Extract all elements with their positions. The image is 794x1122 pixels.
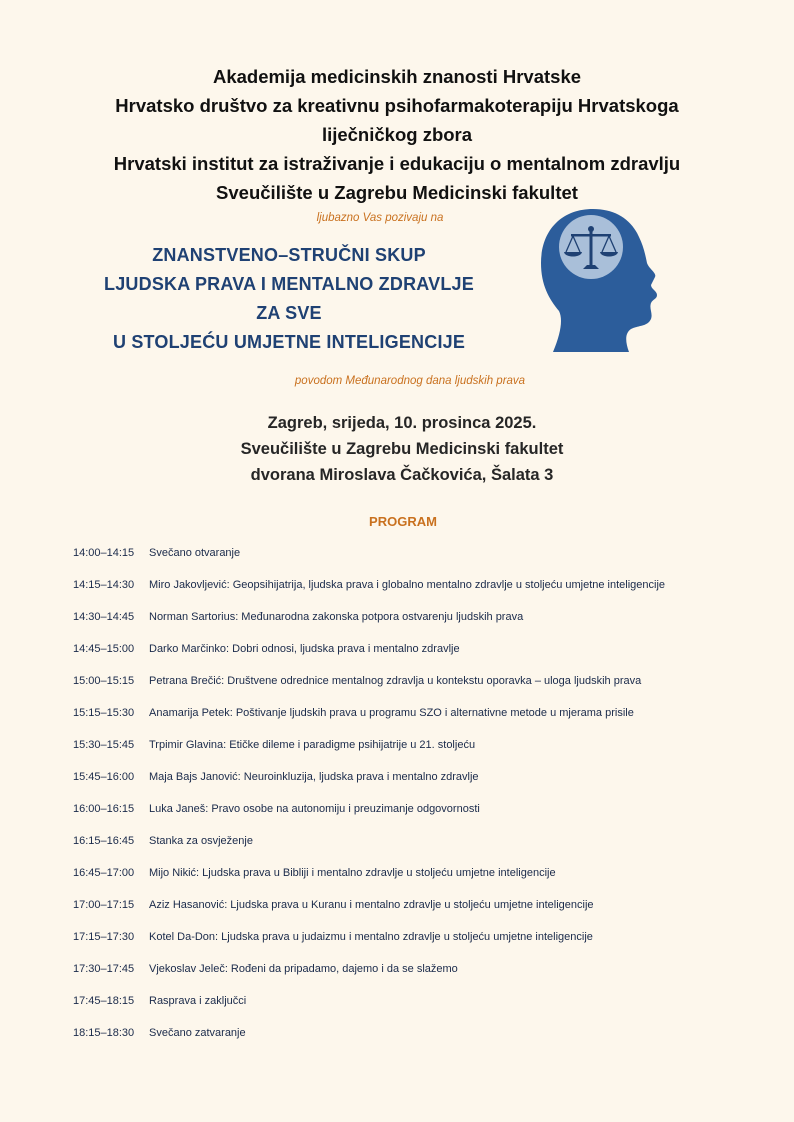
title-line: ZNANSTVENO–STRUČNI SKUP bbox=[152, 245, 426, 265]
program-text: Luka Janeš: Pravo osobe na autonomiju i preuzimanje odgovornosti bbox=[149, 803, 480, 815]
program-text: Rasprava i zaključci bbox=[149, 995, 247, 1007]
head-with-scales-icon bbox=[533, 207, 659, 352]
program-time: 17:30–17:45 bbox=[73, 963, 135, 975]
organizers-block bbox=[40, 62, 754, 207]
program-item bbox=[73, 577, 721, 593]
program-item bbox=[73, 865, 721, 881]
program-item bbox=[73, 993, 721, 1009]
program-item bbox=[73, 545, 721, 561]
program-list bbox=[73, 545, 721, 1057]
program-time: 17:45–18:15 bbox=[73, 995, 135, 1007]
program-time: 15:45–16:00 bbox=[73, 771, 135, 783]
program-text: Stanka za osvježenje bbox=[149, 835, 253, 847]
program-text: Svečano zatvaranje bbox=[149, 1027, 246, 1039]
program-time: 16:45–17:00 bbox=[73, 867, 135, 879]
program-text: Trpimir Glavina: Etičke dileme i paradigme psihijatrije u 21. stoljeću bbox=[149, 739, 476, 751]
program-text: Petrana Brečić: Društvene odrednice mentalnog zdravlja u kontekstu oporavka – uloga ljudskih prava bbox=[149, 675, 642, 687]
program-time: 15:15–15:30 bbox=[73, 707, 135, 719]
program-time: 18:15–18:30 bbox=[73, 1027, 135, 1039]
program-item bbox=[73, 769, 721, 785]
program-item bbox=[73, 609, 721, 625]
program-item bbox=[73, 961, 721, 977]
program-item bbox=[73, 737, 721, 753]
program-item bbox=[73, 833, 721, 849]
invitation-text: ljubazno Vas pozivaju na bbox=[316, 212, 444, 224]
occasion-text: povodom Međunarodnog dana ljudskih prava bbox=[294, 375, 526, 387]
program-text: Kotel Da-Don: Ljudska prava u judaizmu i mentalno zdravlje u stoljeću umjetne inteligencije bbox=[149, 931, 593, 943]
program-time: 17:15–17:30 bbox=[73, 931, 135, 943]
program-item bbox=[73, 897, 721, 913]
program-text: Vjekoslav Jeleč: Rođeni da pripadamo, dajemo i da se slažemo bbox=[149, 963, 458, 975]
program-text: Maja Bajs Janović: Neuroinkluzija, ljudska prava i mentalno zdravlje bbox=[149, 771, 479, 783]
program-time: 14:15–14:30 bbox=[73, 579, 135, 591]
program-text: Norman Sartorius: Međunarodna zakonska potpora ostvarenju ljudskih prava bbox=[149, 611, 524, 623]
program-time: 16:00–16:15 bbox=[73, 803, 135, 815]
program-text: Miro Jakovljević: Geopsihijatrija, ljudska prava i globalno mentalno zdravlje u stoljeću umjetne inteligencije bbox=[149, 579, 666, 591]
program-time: 15:30–15:45 bbox=[73, 739, 135, 751]
title-line: LJUDSKA PRAVA I MENTALNO ZDRAVLJE bbox=[104, 274, 474, 294]
title-line: U STOLJEĆU UMJETNE INTELIGENCIJE bbox=[112, 332, 466, 352]
venue-hall: dvorana Miroslava Čačkovića, Šalata 3 bbox=[250, 466, 554, 484]
program-time: 14:30–14:45 bbox=[73, 611, 135, 623]
program-item bbox=[73, 641, 721, 657]
program-time: 17:00–17:15 bbox=[73, 899, 135, 911]
program-item bbox=[73, 705, 721, 721]
title-line: ZA SVE bbox=[256, 303, 322, 323]
program-item bbox=[73, 1025, 721, 1041]
venue-institution: Sveučilište u Zagrebu Medicinski fakultet bbox=[240, 440, 564, 458]
program-item bbox=[73, 929, 721, 945]
program-text: Svečano otvaranje bbox=[149, 547, 241, 559]
program-text: Mijo Nikić: Ljudska prava u Bibliji i mentalno zdravlje u stoljeću umjetne inteligencije bbox=[149, 867, 556, 879]
program-time: 14:45–15:00 bbox=[73, 643, 135, 655]
program-text: Aziz Hasanović: Ljudska prava u Kuranu i mentalno zdravlje u stoljeću umjetne inteligencije bbox=[149, 899, 594, 911]
organizer-line: Hrvatski institut za istraživanje i edukaciju o mentalnom zdravlju bbox=[113, 153, 681, 174]
organizer-line: liječničkog zbora bbox=[321, 124, 473, 145]
program-heading: PROGRAM bbox=[369, 514, 437, 529]
program-item bbox=[73, 801, 721, 817]
venue-block bbox=[150, 410, 654, 488]
program-text: Anamarija Petek: Poštivanje ljudskih prava u programu SZO i alternativne metode u mjerama prisile bbox=[149, 707, 634, 719]
program-text: Darko Marčinko: Dobri odnosi, ljudska prava i mentalno zdravlje bbox=[149, 643, 460, 655]
venue-date: Zagreb, srijeda, 10. prosinca 2025. bbox=[267, 414, 537, 432]
program-time: 16:15–16:45 bbox=[73, 835, 135, 847]
organizer-line: Akademija medicinskih znanosti Hrvatske bbox=[212, 66, 582, 87]
organizer-line: Sveučilište u Zagrebu Medicinski fakultet bbox=[216, 182, 578, 203]
program-item bbox=[73, 673, 721, 689]
organizer-line: Hrvatsko društvo za kreativnu psihofarmakoterapiju Hrvatskoga bbox=[115, 95, 679, 116]
program-time: 14:00–14:15 bbox=[73, 547, 135, 559]
program-time: 15:00–15:15 bbox=[73, 675, 135, 687]
event-title bbox=[60, 241, 518, 357]
